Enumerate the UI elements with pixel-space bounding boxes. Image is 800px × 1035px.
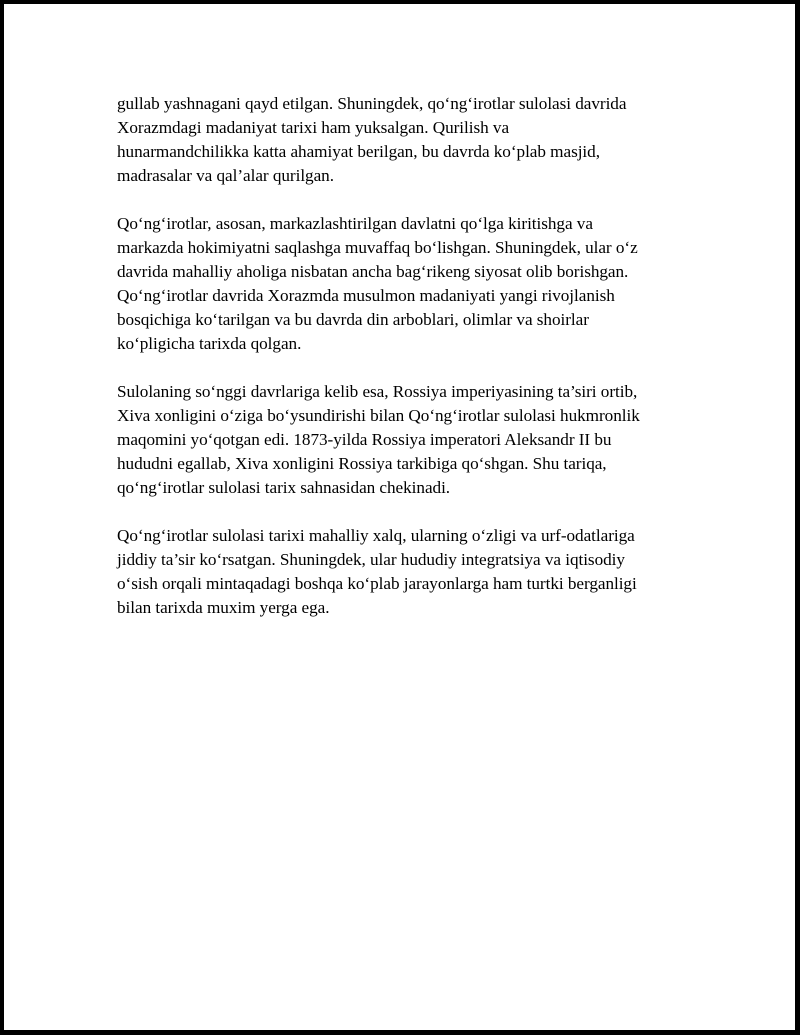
text-line: jiddiy ta’sir ko‘rsatgan. Shuningdek, ular hududiy integratsiya va iqtisodiy [117,550,625,569]
paragraph-3 [117,380,687,500]
paragraph-4 [117,524,687,620]
paragraph-2 [117,212,687,356]
text-line: o‘sish orqali mintaqadagi boshqa ko‘plab jarayonlarga ham turtki berganligi [117,574,637,593]
text-line: Sulolaning so‘nggi davrlariga kelib esa, Rossiya imperiyasining ta’siri ortib, [117,382,638,401]
text-line: Qo‘ng‘irotlar, asosan, markazlashtirilgan davlatni qo‘lga kiritishga va [117,214,593,233]
text-line: Qo‘ng‘irotlar sulolasi tarixi mahalliy xalq, ularning o‘zligi va urf-odatlariga [117,526,635,545]
text-line: markazda hokimiyatni saqlashga muvaffaq bo‘lishgan. Shuningdek, ular o‘z [117,238,638,257]
text-line: hunarmandchilikka katta ahamiyat berilgan, bu davrda ko‘plab masjid, [117,142,600,161]
text-line: maqomini yo‘qotgan edi. 1873-yilda Rossiya imperatori Aleksandr II bu [117,430,612,449]
text-line: Qo‘ng‘irotlar davrida Xorazmda musulmon madaniyati yangi rivojlanish [117,286,615,305]
text-line: madrasalar va qal’alar qurilgan. [117,166,334,185]
text-line: bilan tarixda muxim yerga ega. [117,598,330,617]
text-line: bosqichiga ko‘tarilgan va bu davrda din arboblari, olimlar va shoirlar [117,310,589,329]
text-line: qo‘ng‘irotlar sulolasi tarix sahnasidan chekinadi. [117,478,451,497]
document-body [117,92,687,644]
paragraph-1 [117,92,687,188]
text-line: Xorazmdagi madaniyat tarixi ham yuksalgan. Qurilish va [117,118,510,137]
text-line: gullab yashnagani qayd etilgan. Shuningdek, qo‘ng‘irotlar sulolasi davrida [117,94,627,113]
text-line: hududni egallab, Xiva xonligini Rossiya tarkibiga qo‘shgan. Shu tariqa, [117,454,607,473]
text-line: Xiva xonligini o‘ziga bo‘ysundirishi bilan Qo‘ng‘irotlar sulolasi hukmronlik [117,406,640,425]
text-line: davrida mahalliy aholiga nisbatan ancha bag‘rikeng siyosat olib borishgan. [117,262,629,281]
text-line: ko‘pligicha tarixda qolgan. [117,334,302,353]
